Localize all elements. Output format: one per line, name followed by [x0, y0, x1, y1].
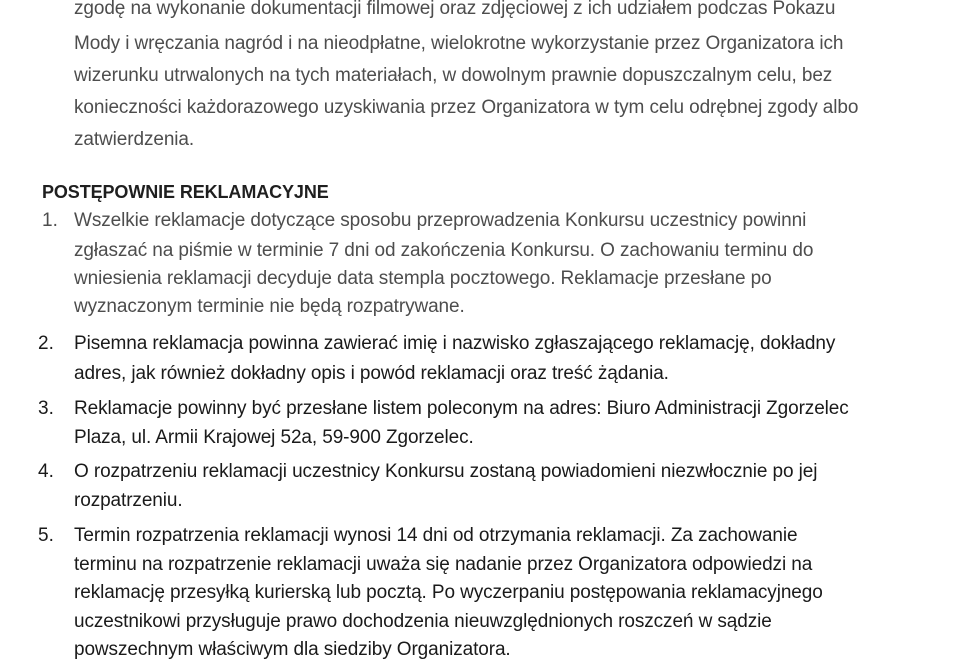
item-4-line-2: rozpatrzeniu. — [74, 490, 183, 511]
item-1-line-4: wyznaczonym terminie nie będą rozpatrywane. — [74, 296, 465, 317]
item-4-number: 4. — [38, 461, 54, 482]
item-3-number: 3. — [38, 398, 54, 419]
item-3-line-2: Plaza, ul. Armii Krajowej 52a, 59-900 Zgorzelec. — [74, 427, 474, 448]
item-5-line-4: uczestnikowi przysługuje prawo dochodzenia nieuwzględnionych roszczeń w sądzie — [74, 611, 772, 632]
item-1-line-1: Wszelkie reklamacje dotyczące sposobu przeprowadzenia Konkursu uczestnicy powinni — [74, 210, 807, 231]
item-2-line-1: Pisemna reklamacja powinna zawierać imię i nazwisko zgłaszającego reklamację, dokładny — [74, 333, 836, 354]
item-2-line-2: adres, jak również dokładny opis i powód reklamacji oraz treść żądania. — [74, 363, 669, 384]
item-5-number: 5. — [38, 525, 54, 546]
item-5-line-5: powszechnym właściwym dla siedziby Organizatora. — [74, 639, 511, 660]
item-5-line-2: terminu na rozpatrzenie reklamacji uważa się nadanie przez Organizatora odpowiedzi na — [74, 554, 813, 575]
section-heading: POSTĘPOWNIE REKLAMACYJNE — [42, 182, 329, 202]
item-5-line-1: Termin rozpatrzenia reklamacji wynosi 14 dni od otrzymania reklamacji. Za zachowanie — [74, 525, 798, 546]
item-1-line-2: zgłaszać na piśmie w terminie 7 dni od zakończenia Konkursu. O zachowaniu terminu do — [74, 240, 814, 261]
intro-line-2: Mody i wręczania nagród i na nieodpłatne, wielokrotne wykorzystanie przez Organizatora ich — [74, 33, 844, 54]
item-5-line-3: reklamację przesyłką kurierską lub pocztą. Po wyczerpaniu postępowania reklamacyjnego — [74, 582, 823, 603]
intro-line-3: wizerunku utrwalonych na tych materiałach, w dowolnym prawnie dopuszczalnym celu, bez — [74, 65, 833, 86]
item-2-number: 2. — [38, 333, 54, 354]
intro-line-5: zatwierdzenia. — [74, 129, 195, 150]
item-3-line-1: Reklamacje powinny być przesłane listem poleconym na adres: Biuro Administracji Zgorzelec — [74, 398, 849, 419]
intro-line-4: konieczności każdorazowego uzyskiwania przez Organizatora w tym celu odrębnej zgody albo — [74, 97, 859, 118]
intro-line-1: zgodę na wykonanie dokumentacji filmowej oraz zdjęciowej z ich udziałem podczas Pokazu — [74, 0, 836, 19]
item-1-number: 1. — [42, 210, 58, 231]
item-4-line-1: O rozpatrzeniu reklamacji uczestnicy Konkursu zostaną powiadomieni niezwłocznie po jej — [74, 461, 818, 482]
item-1-line-3: wniesienia reklamacji decyduje data stempla pocztowego. Reklamacje przesłane po — [74, 268, 772, 289]
